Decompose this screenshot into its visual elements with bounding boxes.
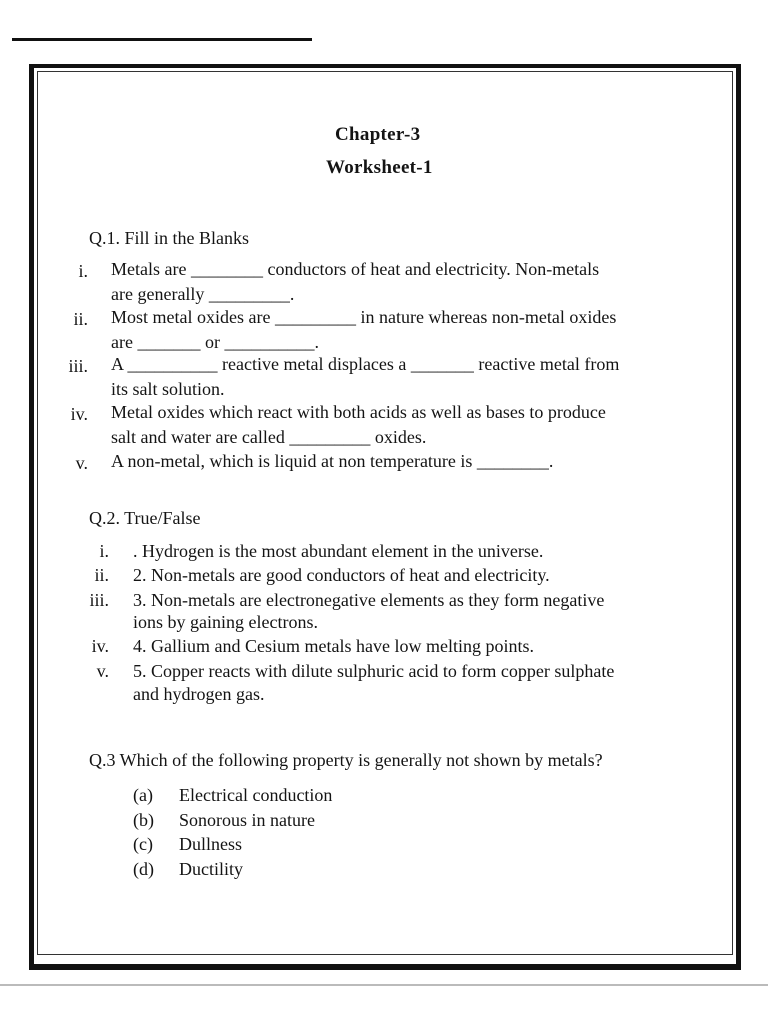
q2-item-2-line-1: 2. Non-metals are good conductors of heat and electricity. (133, 565, 550, 585)
q3-option-c-label: (c) (133, 834, 153, 854)
q2-item-3-line-1: 3. Non-metals are electronegative elements as they form negative (133, 590, 605, 610)
q3-option-b-text: Sonorous in nature (179, 810, 315, 830)
q3-heading: Q.3 Which of the following property is generally not shown by metals? (89, 750, 603, 770)
q2-item-3-line-2: ions by gaining electrons. (133, 612, 318, 632)
q1-item-4-line-2: salt and water are called _________ oxides. (111, 427, 427, 447)
chapter-title: Chapter-3 (335, 124, 421, 145)
q1-item-4-number: iv. (70, 404, 88, 424)
q3-option-b-label: (b) (133, 810, 154, 830)
q3-option-a-label: (a) (133, 785, 153, 805)
q2-item-3-number: iii. (89, 590, 109, 610)
q1-item-4-line-1: Metal oxides which react with both acids as well as bases to produce (111, 402, 606, 422)
q1-item-1-number: i. (78, 261, 88, 281)
q3-option-c-text: Dullness (179, 834, 242, 854)
q2-item-4-number: iv. (91, 636, 109, 656)
q3-option-d-label: (d) (133, 859, 154, 879)
q2-item-5-line-2: and hydrogen gas. (133, 684, 265, 704)
q2-item-1-number: i. (99, 541, 109, 561)
top-rule (12, 38, 312, 41)
q3-option-d-text: Ductility (179, 859, 243, 879)
q1-item-3-number: iii. (68, 356, 88, 376)
q1-item-1-line-1: Metals are ________ conductors of heat and electricity. Non-metals (111, 259, 600, 279)
q1-item-3-line-2: its salt solution. (111, 379, 225, 399)
worksheet-title: Worksheet-1 (326, 157, 433, 178)
q1-item-1-line-2: are generally _________. (111, 284, 295, 304)
q2-item-1-line-1: . Hydrogen is the most abundant element in the universe. (133, 541, 544, 561)
q1-item-5-number: v. (75, 453, 88, 473)
bottom-rule (0, 984, 768, 986)
q3-option-a-text: Electrical conduction (179, 785, 333, 805)
q2-item-5-number: v. (96, 661, 109, 681)
q1-item-3-line-1: A __________ reactive metal displaces a _______ reactive metal from (111, 354, 620, 374)
q1-item-2-line-2: are _______ or __________. (111, 332, 319, 352)
q1-item-2-line-1: Most metal oxides are _________ in nature whereas non-metal oxides (111, 307, 617, 327)
q2-item-5-line-1: 5. Copper reacts with dilute sulphuric acid to form copper sulphate (133, 661, 615, 681)
q1-item-2-number: ii. (73, 309, 88, 329)
q2-heading: Q.2. True/False (89, 508, 201, 528)
q1-item-5-line-1: A non-metal, which is liquid at non temperature is ________. (111, 451, 554, 471)
q1-heading: Q.1. Fill in the Blanks (89, 228, 250, 248)
q2-item-4-line-1: 4. Gallium and Cesium metals have low melting points. (133, 636, 534, 656)
q2-item-2-number: ii. (94, 565, 109, 585)
